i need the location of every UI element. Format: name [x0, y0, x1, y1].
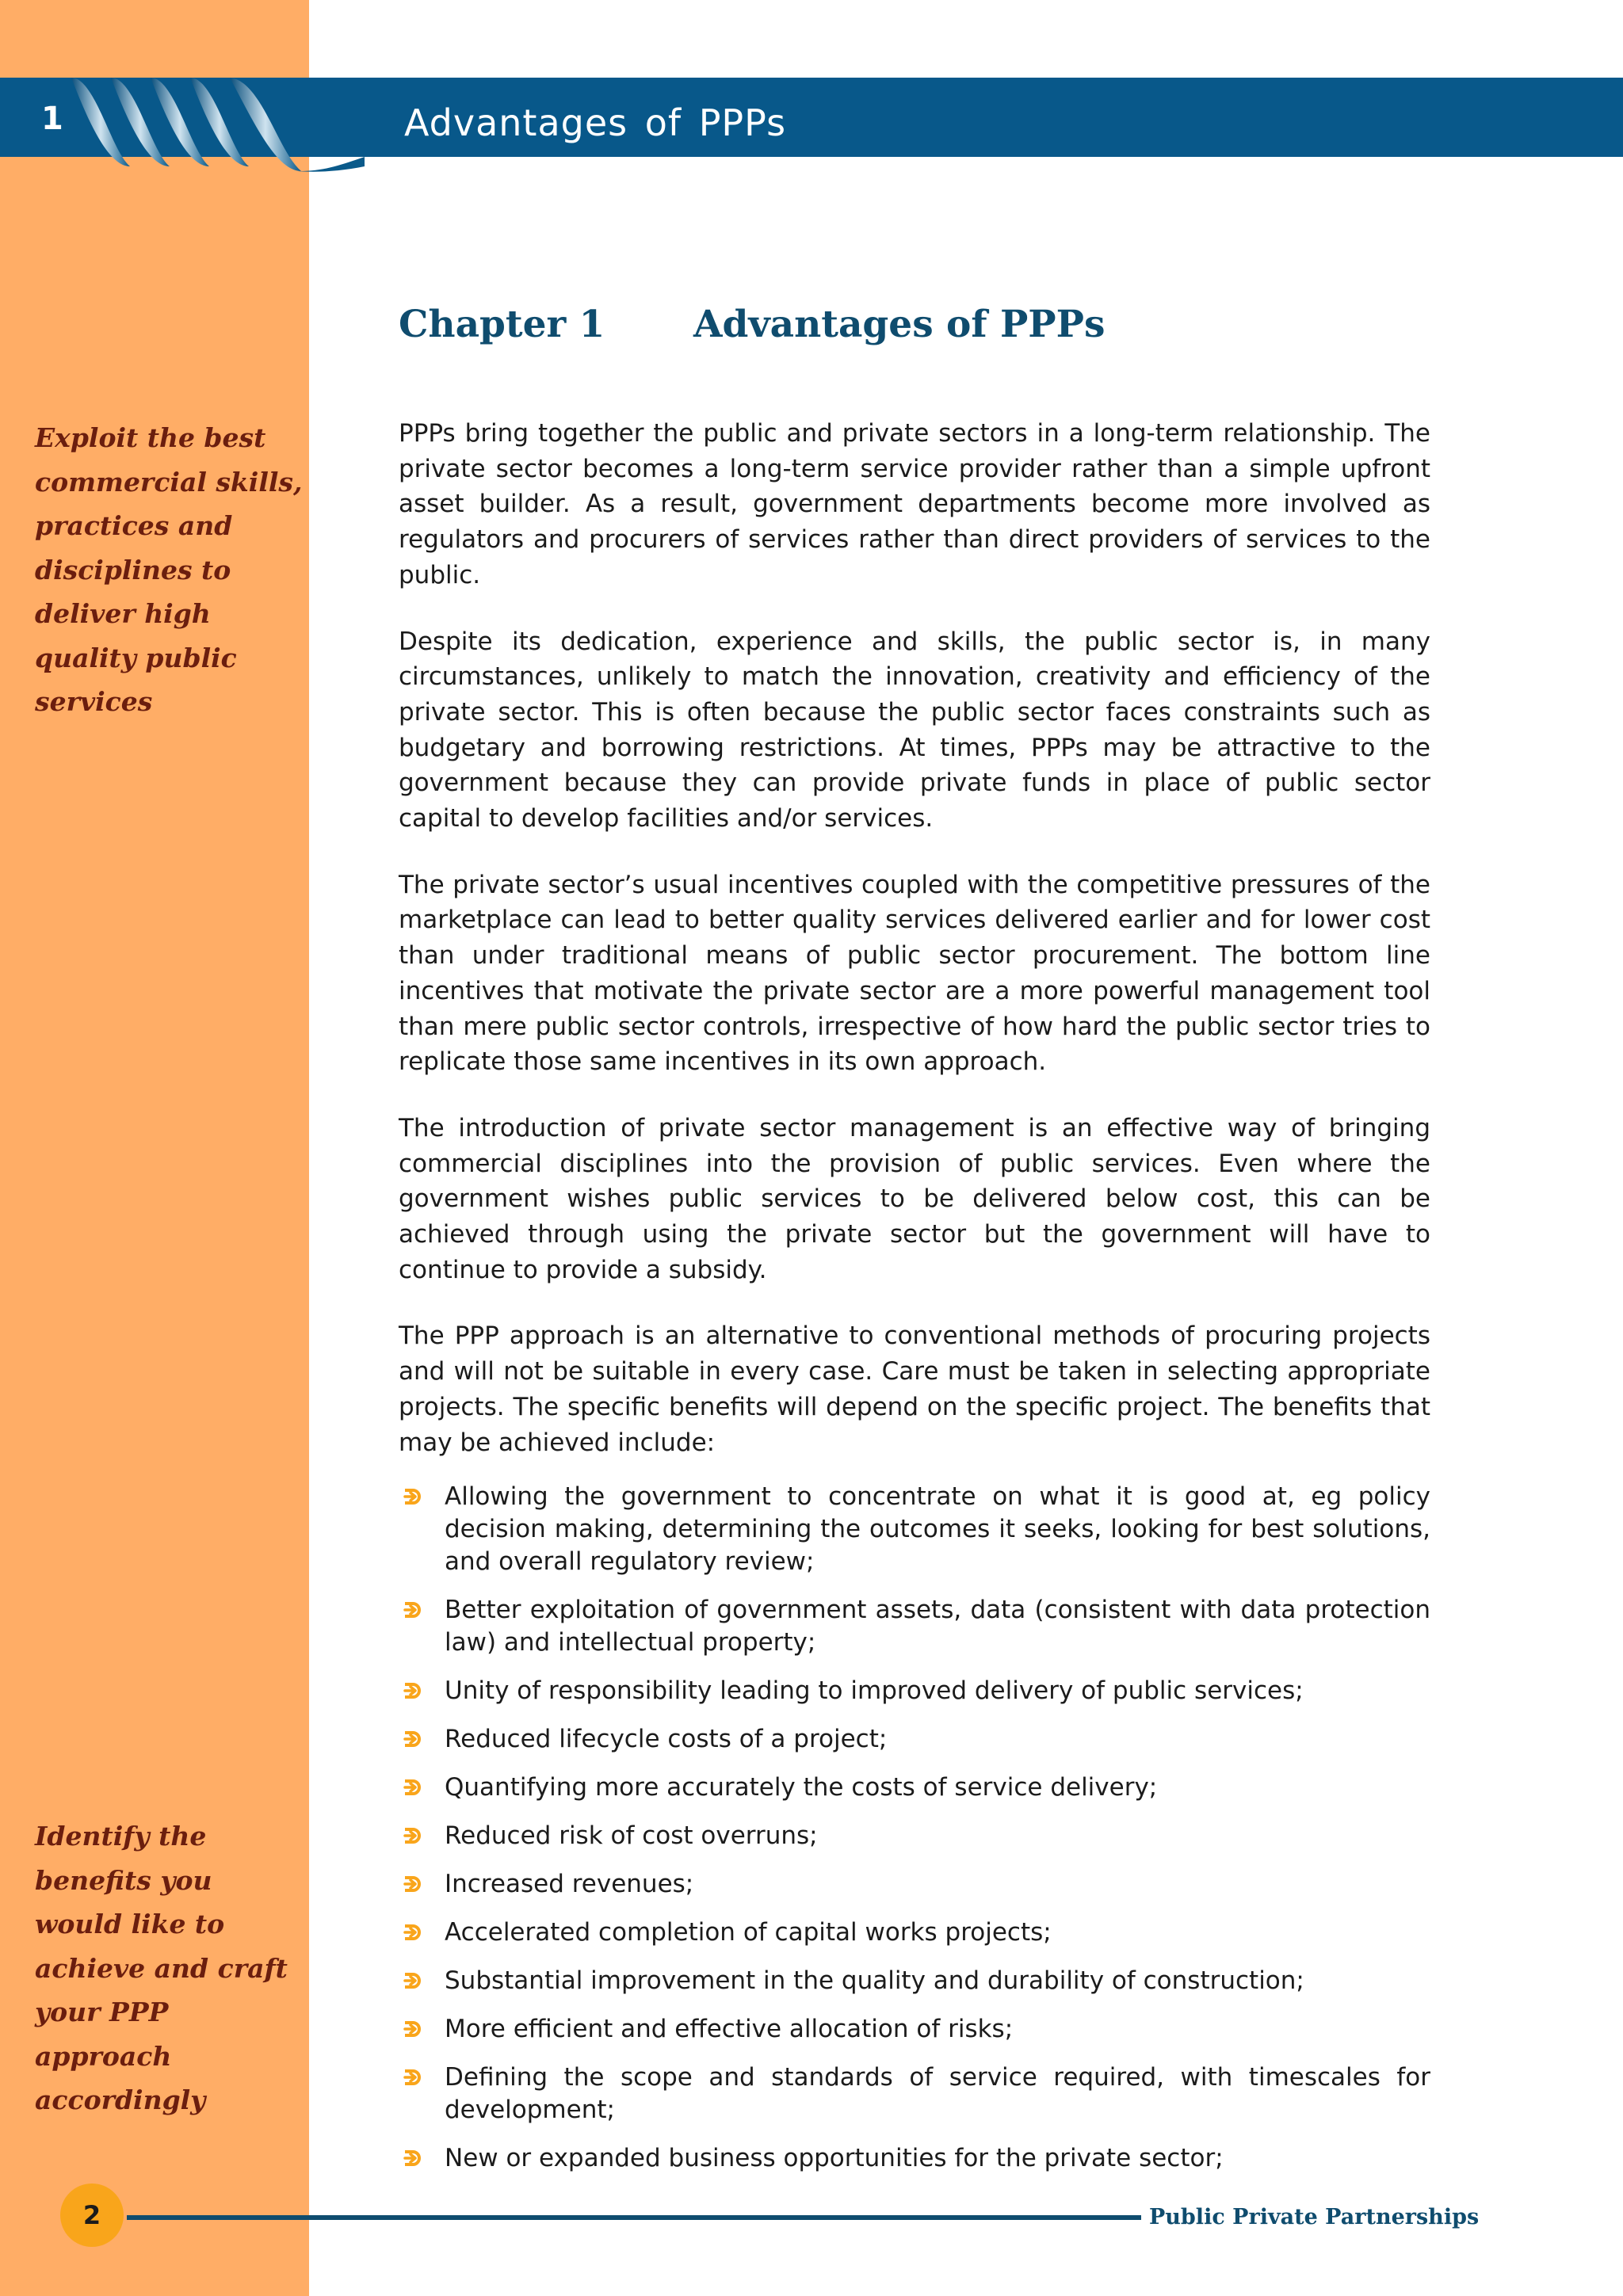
arrow-bullet-icon	[402, 1870, 426, 1898]
list-item	[399, 1594, 1430, 1659]
body-text	[399, 416, 1430, 2191]
arrow-bullet-icon	[402, 2015, 426, 2043]
footer-rule	[127, 2215, 1141, 2220]
list-item	[399, 1917, 1430, 1949]
paragraph: Despite its dedication, experience and skills, the public sector is, in many circumstances, unlikely to match the innovation, creativity and efficiency of the private sector. This is often because the public sector faces constraints such as budgetary and borrowing restrictions. At times, PPPs may be attractive to the government because they can provide private funds in place of public sector capital to develop facilities and/or services.	[399, 627, 1430, 833]
list-item-text: Increased revenues;	[445, 1870, 694, 1899]
list-item	[399, 1965, 1430, 1997]
list-item-text: New or expanded business opportunities for the private sector;	[445, 2144, 1224, 2173]
arrow-bullet-icon	[402, 1821, 426, 1850]
footer-publication-title: Public Private Partnerships	[1149, 2205, 1480, 2229]
arrow-bullet-icon	[402, 1773, 426, 1802]
header-title: Advantages of PPPs	[404, 101, 787, 144]
list-item	[399, 1481, 1430, 1578]
list-item	[399, 1820, 1430, 1852]
list-item	[399, 2061, 1430, 2126]
header-stripes-decoration	[63, 71, 365, 174]
arrow-bullet-icon	[402, 2144, 426, 2172]
list-item-text: More efficient and effective allocation of risks;	[445, 2015, 1014, 2044]
chapter-title: Advantages of PPPs	[693, 303, 1106, 346]
chapter-heading	[399, 293, 1106, 357]
list-item-text: Substantial improvement in the quality and durability of construction;	[445, 1966, 1304, 1996]
list-item	[399, 1868, 1430, 1901]
page-number-badge: 2	[60, 2183, 124, 2247]
list-item-text: Quantifying more accurately the costs of service delivery;	[445, 1773, 1158, 1802]
paragraph: PPPs bring together the public and private sectors in a long-term relationship. The private sector becomes a long-term service provider rather than a simple upfront asset builder. As a result, government departments become more involved as regulators and procurers of services rather than direct providers of services to the public.	[399, 419, 1430, 589]
list-item	[399, 1772, 1430, 1804]
arrow-bullet-icon	[402, 2063, 426, 2092]
arrow-bullet-icon	[402, 1725, 426, 1753]
list-item	[399, 2142, 1430, 2175]
paragraph: The introduction of private sector management is an effective way of bringing commercial disciplines into the provision of public services. Even where the government wishes public services to be delivered below cost, this can be achieved through using the private sector but the government will have to continue to provide a subsidy.	[399, 1113, 1430, 1284]
chapter-label: Chapter 1	[399, 303, 605, 346]
arrow-bullet-icon	[402, 1482, 426, 1511]
paragraph: The PPP approach is an alternative to conventional methods of procuring projects and will not be suitable in every case. Care must be taken in selecting appropriate projects. The specific benefits will depend on the specific project. The benefits that may be achieved include:	[399, 1322, 1430, 1457]
benefits-list	[399, 1481, 1430, 2175]
list-item-text: Reduced lifecycle costs of a project;	[445, 1725, 888, 1754]
list-item-text: Defining the scope and standards of service required, with timescales for development;	[445, 2063, 1430, 2125]
list-item-text: Accelerated completion of capital works projects;	[445, 1918, 1052, 1947]
sidenote: Exploit the best commercial skills, practices and disciplines to deliver high quality public services	[35, 422, 303, 717]
list-item-text: Allowing the government to concentrate on what it is good at, eg policy decision making, determining the outcomes it seeks, looking for best solutions, and overall regulatory review;	[445, 1482, 1430, 1577]
arrow-bullet-icon	[402, 1918, 426, 1947]
list-item	[399, 1723, 1430, 1756]
list-item-text: Unity of responsibility leading to improved delivery of public services;	[445, 1676, 1304, 1706]
list-item-text: Reduced risk of cost overruns;	[445, 1821, 818, 1851]
paragraph: The private sector’s usual incentives coupled with the competitive pressures of the marketplace can lead to better quality services delivered earlier and for lower cost than under traditional means of public sector procurement. The bottom line incentives that motivate the private sector are a more powerful management tool than mere public sector controls, irrespective of how hard the public sector tries to replicate those same incentives in its own approach.	[399, 870, 1430, 1077]
arrow-bullet-icon	[402, 1676, 426, 1705]
list-item-text: Better exploitation of government assets, data (consistent with data protection law) and intellectual property;	[445, 1596, 1430, 1657]
sidenote: Identify the benefits you would like to achieve and craft your PPP approach accordingly	[35, 1821, 288, 2115]
header-chapter-number: 1	[41, 101, 63, 137]
arrow-bullet-icon	[402, 1966, 426, 1995]
list-item	[399, 1675, 1430, 1707]
arrow-bullet-icon	[402, 1596, 426, 1624]
list-item	[399, 2013, 1430, 2046]
